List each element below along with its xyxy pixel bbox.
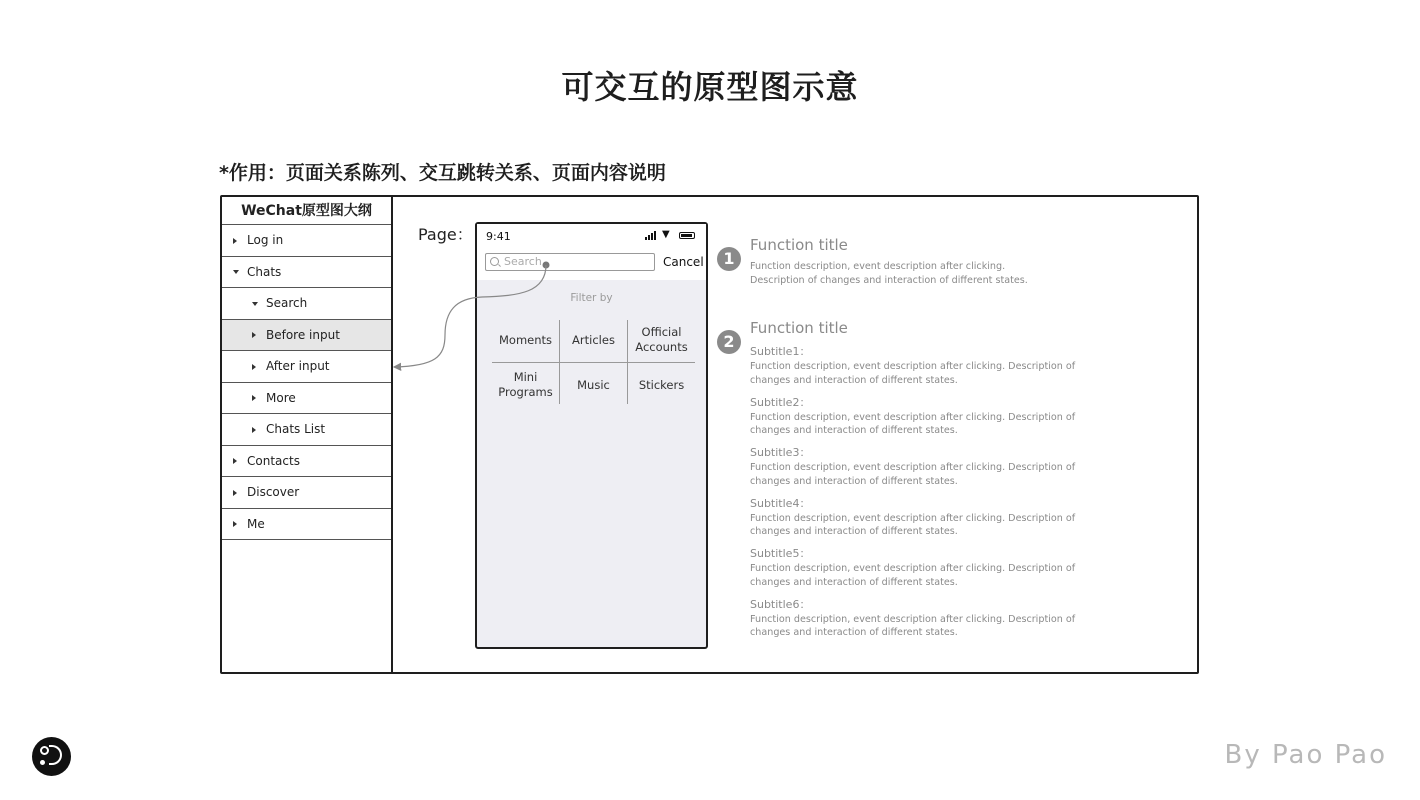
outline-item-label: Me [247, 516, 265, 531]
function-desc: Description of changes and interaction of different states. [750, 274, 1028, 286]
page-label: Page： [418, 225, 473, 244]
signal-icon [645, 231, 659, 240]
search-bar [477, 250, 706, 280]
cancel-button[interactable]: Cancel [663, 255, 704, 269]
function-title: Function title [750, 236, 848, 254]
caret-right-icon [252, 364, 256, 370]
filter-moments[interactable]: Moments [498, 332, 553, 347]
caret-right-icon [233, 238, 237, 244]
outline-item-discover[interactable] [222, 477, 391, 509]
outline-item-contacts[interactable] [222, 446, 391, 478]
outline-item-chats-list[interactable] [222, 414, 391, 446]
caret-right-icon [252, 427, 256, 433]
subtitle-desc: Function description, event description after clicking. Description of [750, 411, 1076, 423]
caret-down-icon [233, 270, 239, 274]
page-title: 可交互的原型图示意 [561, 68, 859, 106]
search-icon [490, 257, 499, 266]
battery-icon [679, 232, 695, 239]
outline-item-label: Search [266, 296, 308, 310]
outline-item-label: Chats [247, 264, 282, 279]
filter-official-accounts[interactable]: Official Accounts [635, 325, 688, 354]
phone-mockup [475, 222, 708, 649]
filter-mini-programs[interactable]: Mini Programs [498, 370, 553, 399]
caret-right-icon [252, 395, 256, 401]
caret-right-icon [233, 521, 237, 527]
outline-item-label: Before input [266, 327, 340, 342]
subtitle-desc: changes and interaction of different states. [750, 475, 958, 487]
subtitle-desc: changes and interaction of different states. [750, 627, 958, 638]
filter-by-label: Filter by [570, 292, 613, 304]
subtitle: Subtitle6： [750, 597, 811, 611]
callout-number-badge: 1 [717, 247, 741, 271]
outline-item-label: Log in [247, 233, 284, 247]
outline-item-me[interactable] [222, 509, 391, 541]
callout-number-badge: 2 [717, 330, 741, 354]
subtitle-desc: Function description, event description after clicking. Description of [750, 512, 1076, 524]
outline-item-chats[interactable] [222, 257, 391, 289]
subtitle-desc: changes and interaction of different states. [750, 526, 958, 537]
author-byline: By Pao Pao [1224, 740, 1387, 770]
subtitle-desc: Function description, event description after clicking. Description of [750, 563, 1076, 574]
purpose-caption: *作用：页面关系陈列、交互跳转关系、页面内容说明 [219, 162, 666, 184]
caret-right-icon [233, 458, 237, 464]
grid-divider [492, 362, 695, 363]
outline-item-more[interactable] [222, 383, 391, 415]
filter-music[interactable]: Music [577, 377, 610, 392]
subtitle-desc: changes and interaction of different states. [750, 425, 958, 436]
subtitle-desc: changes and interaction of different states. [750, 374, 958, 386]
subtitle: Subtitle4： [750, 496, 811, 510]
caret-right-icon [233, 490, 237, 496]
filter-grid [492, 318, 695, 406]
subtitle: Subtitle3： [750, 446, 811, 459]
caret-right-icon [252, 332, 256, 338]
outline-title: WeChat原型图大纲 [222, 197, 391, 225]
filter-stickers[interactable]: Stickers [638, 377, 685, 392]
outline-item-search[interactable] [222, 288, 391, 320]
outline-item-label: Chats List [266, 422, 326, 436]
function-title: Function title [750, 319, 848, 337]
subtitle-desc: Function description, event description after clicking. Description of [750, 361, 1076, 372]
outline-item-label: More [266, 390, 296, 405]
outline-item-label: After input [266, 359, 330, 373]
outline-item-label: Contacts [247, 453, 300, 468]
outline-sidebar [222, 197, 393, 672]
prototype-board [220, 195, 1199, 674]
filter-articles[interactable]: Articles [572, 332, 615, 347]
caret-down-icon [252, 302, 258, 306]
function-desc: Function description, event description after clicking. [750, 261, 1006, 272]
subtitle-desc: changes and interaction of different states. [750, 576, 958, 588]
outline-item-label: Discover [247, 485, 300, 499]
subtitle: Subtitle1： [750, 345, 811, 358]
outline-item-log-in[interactable] [222, 225, 391, 257]
subtitle: Subtitle5： [750, 547, 811, 560]
status-time: 9:41 [486, 230, 511, 243]
subtitle: Subtitle2： [750, 395, 811, 409]
wifi-icon: ▼ [662, 229, 670, 240]
search-input[interactable] [485, 253, 655, 271]
outline-item-after-input[interactable] [222, 351, 391, 383]
subtitle-desc: Function description, event description after clicking. Description of [750, 613, 1076, 625]
status-bar [477, 224, 706, 250]
brand-logo-icon [32, 737, 71, 776]
subtitle-desc: Function description, event description after clicking. Description of [750, 462, 1076, 473]
outline-item-before-input[interactable] [222, 320, 391, 352]
search-placeholder: Search [504, 255, 542, 268]
